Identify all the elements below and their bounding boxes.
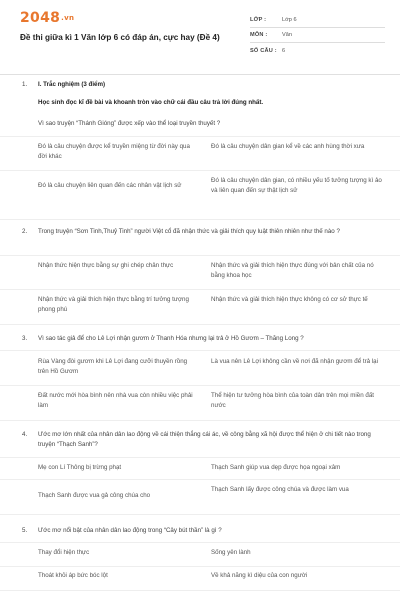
separator — [0, 136, 400, 137]
answer-option[interactable]: Rùa Vàng đòi gươm khi Lê Lợi đang cưỡi thuyền rồng trên Hồ Gươm — [38, 358, 188, 376]
question-2-text: Trong truyện “Sơn Tinh,Thuỷ Tinh” người Việt cổ đã nhận thức và giải thích quy luật thiên nhiên như thế nào ? — [38, 228, 340, 235]
meta-row-class — [250, 13, 385, 28]
separator — [0, 420, 400, 421]
meta-table — [250, 13, 385, 58]
separator — [0, 324, 400, 325]
answer-option[interactable]: Thạch Sanh được vua gả công chúa cho — [38, 492, 151, 499]
answer-option[interactable]: Đất nước mới hòa bình nên nhà vua còn nhiều việc phải làm — [38, 392, 193, 410]
site-logo[interactable] — [20, 10, 74, 26]
answer-option[interactable]: Đó là câu chuyện dân gian kể về các anh hùng thời xưa — [211, 143, 365, 150]
question-1-text: Vì sao truyện “Thánh Gióng” được xếp vào thể loại truyền thuyết ? — [38, 120, 221, 127]
question-number: 5. — [22, 527, 28, 534]
answer-option[interactable]: Sống yên lành — [211, 549, 251, 556]
separator — [0, 219, 400, 220]
section-heading: I. Trắc nghiệm (3 điểm) — [38, 81, 106, 88]
separator — [0, 385, 400, 386]
separator — [0, 255, 400, 256]
instruction-text: Học sinh đọc kĩ đề bài và khoanh tròn vào chữ cái đầu câu trả lời đúng nhất. — [38, 99, 264, 106]
answer-option[interactable]: Là vua nên Lê Lợi không cần về nơi đã nhận gươm để trả lại — [211, 358, 378, 365]
answer-option[interactable]: Thạch Sanh giúp vua dẹp được họa ngoại xâm — [211, 464, 341, 471]
question-4-text: Ước mơ lớn nhất của nhân dân lao động về cái thiện thắng cái ác, về công bằng xã hội được thể hiện ở chi tiết nào trong truyện “Thạch Sanh”? — [38, 431, 371, 449]
question-number: 3. — [22, 335, 28, 342]
separator — [0, 566, 400, 567]
answer-option[interactable]: Về khả năng kì diệu của con người — [211, 572, 308, 579]
question-number: 2. — [22, 228, 28, 235]
answer-option[interactable]: Thể hiện tư tưởng hòa bình của toàn dân trên mọi miền đất nước — [211, 392, 375, 410]
separator — [0, 170, 400, 171]
meta-value: 6 — [282, 47, 286, 54]
separator — [0, 289, 400, 290]
answer-option[interactable]: Đó là câu chuyện dân gian, có nhiều yếu tố tưởng tượng kì ảo và liên quan đến sự thật lịch sử — [211, 177, 382, 195]
meta-row-count — [250, 43, 385, 58]
answer-option[interactable]: Đó là câu chuyện được kể truyền miệng từ đời này qua đời khác — [38, 143, 190, 161]
separator — [0, 542, 400, 543]
answer-option[interactable]: Thay đổi hiện thực — [38, 549, 90, 556]
answer-option[interactable]: Thạch Sanh lấy được công chúa và được làm vua — [211, 486, 349, 493]
answer-option[interactable]: Thoát khỏi áp bức bóc lột — [38, 572, 108, 579]
meta-row-subject — [250, 28, 385, 43]
question-number: 1. — [22, 81, 28, 88]
logo-text: 2048 — [20, 10, 61, 26]
separator — [0, 514, 400, 515]
separator — [0, 590, 400, 591]
meta-label: MÔN : — [250, 32, 268, 38]
answer-option[interactable]: Nhận thức hiện thực bằng sự ghi chép chân thực — [38, 262, 174, 269]
answer-option[interactable]: Nhận thức và giải thích hiện thực bằng trí tưởng tượng phong phú — [38, 296, 189, 314]
answer-option[interactable]: Nhận thức và giải thích hiện thực đúng với bản chất của nó bằng khoa học — [211, 262, 374, 280]
question-3-text: Vì sao tác giả để cho Lê Lợi nhận gươm ở Thanh Hóa nhưng lại trả ở Hồ Gươm – Thăng Long ? — [38, 335, 304, 342]
answer-option[interactable]: Nhận thức và giải thích hiện thực không có cơ sở thực tế — [211, 296, 368, 303]
question-5-text: Ước mơ nổi bật của nhân dân lao động trong “Cây bút thần” là gì ? — [38, 527, 222, 534]
question-number: 4. — [22, 431, 28, 438]
page-header — [0, 0, 400, 66]
answer-option[interactable]: Đó là câu chuyện liên quan đến các nhân vật lịch sử — [38, 182, 182, 189]
answer-option[interactable]: Mẹ con Lí Thông bị trừng phạt — [38, 464, 122, 471]
meta-value: Lớp 6 — [282, 17, 297, 23]
meta-label: SỐ CÂU : — [250, 47, 277, 54]
separator — [0, 457, 400, 458]
meta-label: LỚP : — [250, 17, 267, 23]
separator — [0, 479, 400, 480]
meta-value: Văn — [282, 32, 292, 38]
separator — [0, 350, 400, 351]
logo-suffix: .vn — [61, 14, 75, 22]
page-title: Đề thi giữa kì 1 Văn lớp 6 có đáp án, cực hay (Đề 4) — [20, 33, 220, 42]
header-divider — [0, 74, 400, 75]
